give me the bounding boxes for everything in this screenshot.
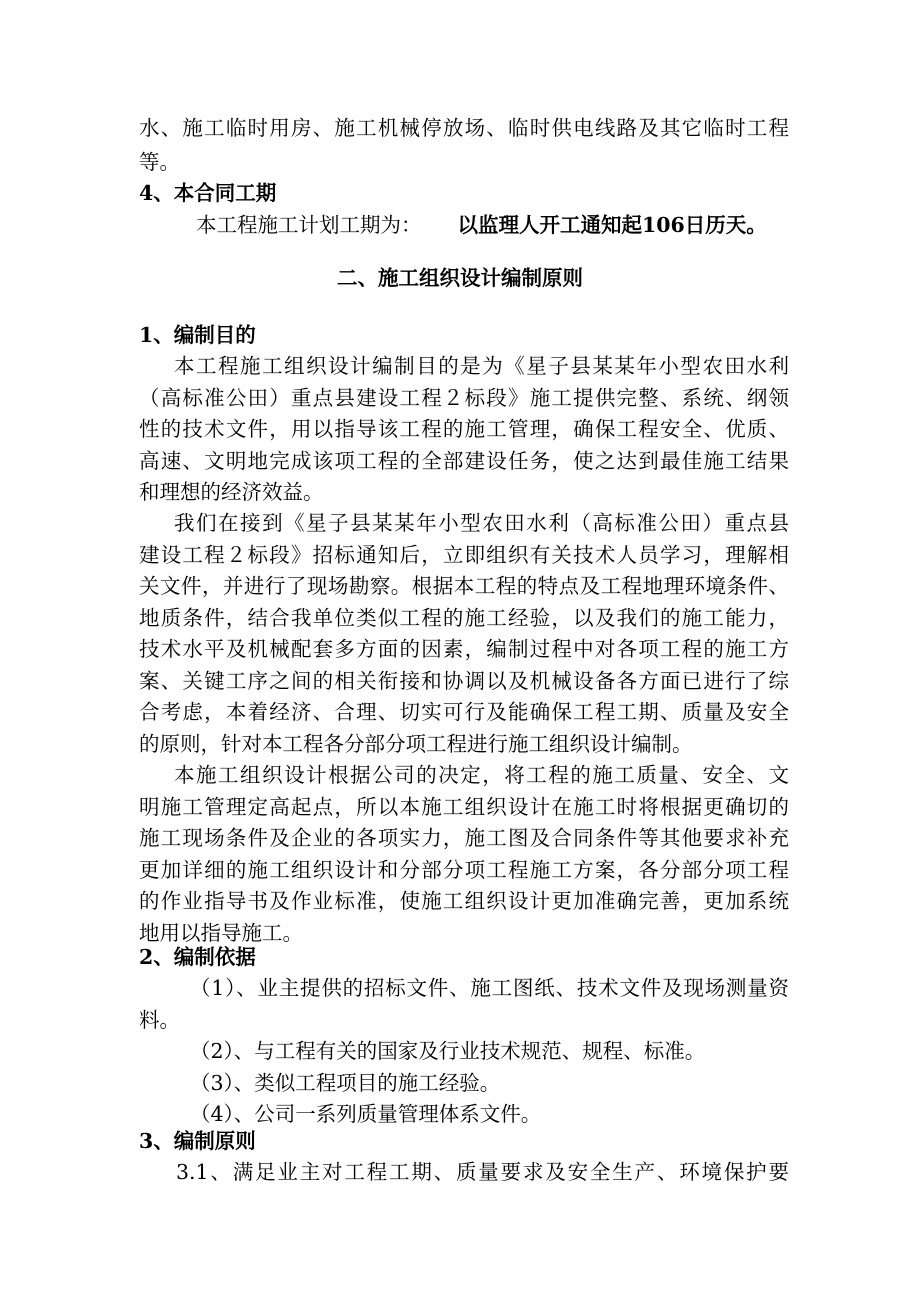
purpose-p2-line-1: 我们在接到《星子县某某年小型农田水利（高标准公田）重点县 (174, 511, 789, 535)
purpose-p3-line-1: 本施工组织设计根据公司的决定，将工程的施工质量、安全、文 (174, 763, 789, 787)
intro-line-2: 等。 (139, 150, 180, 174)
purpose-p2-line-2: 建设工程２标段》招标通知后，立即组织有关技术人员学习，理解相 (139, 543, 789, 567)
basis-heading: 2、编制依据 (139, 945, 256, 969)
purpose-p2-line-3: 关文件，并进行了现场勘察。根据本工程的特点及工程地理环境条件、 (139, 574, 789, 598)
purpose-p1-line-4: 高速、文明地完成该项工程的全部建设任务，使之达到最佳施工结果 (139, 449, 789, 473)
purpose-p2-line-8: 的原则，针对本工程各分部分项工程进行施工组织设计编制。 (139, 732, 693, 756)
period-heading: 4、本合同工期 (139, 181, 277, 205)
intro-line-1: 水、施工临时用房、施工机械停放场、临时供电线路及其它临时工程 (139, 116, 789, 140)
principle-item-1: 3.1、满足业主对工程工期、质量要求及安全生产、环境保护要 (176, 1160, 789, 1184)
purpose-heading: 1、编制目的 (139, 323, 256, 347)
basis-item-3: （3）、类似工程项目的施工经验。 (190, 1071, 501, 1095)
purpose-p2-line-5: 技术水平及机械配套多方面的因素，编制过程中对各项工程的施工方 (139, 637, 789, 661)
basis-item-4: （4）、公司一系列质量管理体系文件。 (190, 1102, 542, 1126)
basis-item-2: （2）、与工程有关的国家及行业技术规范、规程、标准。 (190, 1039, 706, 1063)
purpose-p3-line-3: 施工现场条件及企业的各项实力，施工图及合同条件等其他要求补充 (139, 826, 789, 850)
purpose-p1-line-1: 本工程施工组织设计编制目的是为《星子县某某年小型农田水利 (174, 354, 789, 378)
purpose-p3-line-2: 明施工管理定高起点，所以本施工组织设计在施工时将根据更确切的 (139, 795, 789, 819)
purpose-p3-line-6: 地用以指导施工。 (139, 921, 303, 945)
purpose-p1-line-5: 和理想的经济效益。 (139, 480, 324, 504)
purpose-p2-line-6: 案、关键工序之间的相关衔接和协调以及机械设备各方面已进行了综 (139, 669, 789, 693)
purpose-p2-line-7: 合考虑，本着经济、合理、切实可行及能确保工程工期、质量及安全 (139, 700, 789, 724)
section-title: 二、施工组织设计编制原则 (337, 266, 583, 290)
period-statement (196, 208, 796, 242)
principle-heading: 3、编制原则 (139, 1129, 256, 1153)
purpose-p1-line-2: （高标准公田）重点县建设工程２标段》施工提供完整、系统、纲领 (139, 386, 789, 410)
purpose-p3-line-4: 更加详细的施工组织设计和分部分项工程施工方案，各分部分项工程 (139, 858, 789, 882)
purpose-p3-line-5: 的作业指导书及作业标准，使施工组织设计更加准确完善，更加系统 (139, 889, 789, 913)
purpose-p1-line-3: 性的技术文件，用以指导该工程的施工管理，确保工程安全、优质、 (139, 417, 789, 441)
period-label: 本工程施工计划工期为： (196, 213, 422, 237)
period-value: 以监理人开工通知起106日历天。 (457, 213, 767, 237)
purpose-p2-line-4: 地质条件，结合我单位类似工程的施工经验，以及我们的施工能力， (139, 606, 789, 630)
basis-item-1-line-2: 料。 (139, 1008, 180, 1032)
basis-item-1-line-1: （1）、业主提供的招标文件、施工图纸、技术文件及现场测量资 (190, 976, 789, 1000)
